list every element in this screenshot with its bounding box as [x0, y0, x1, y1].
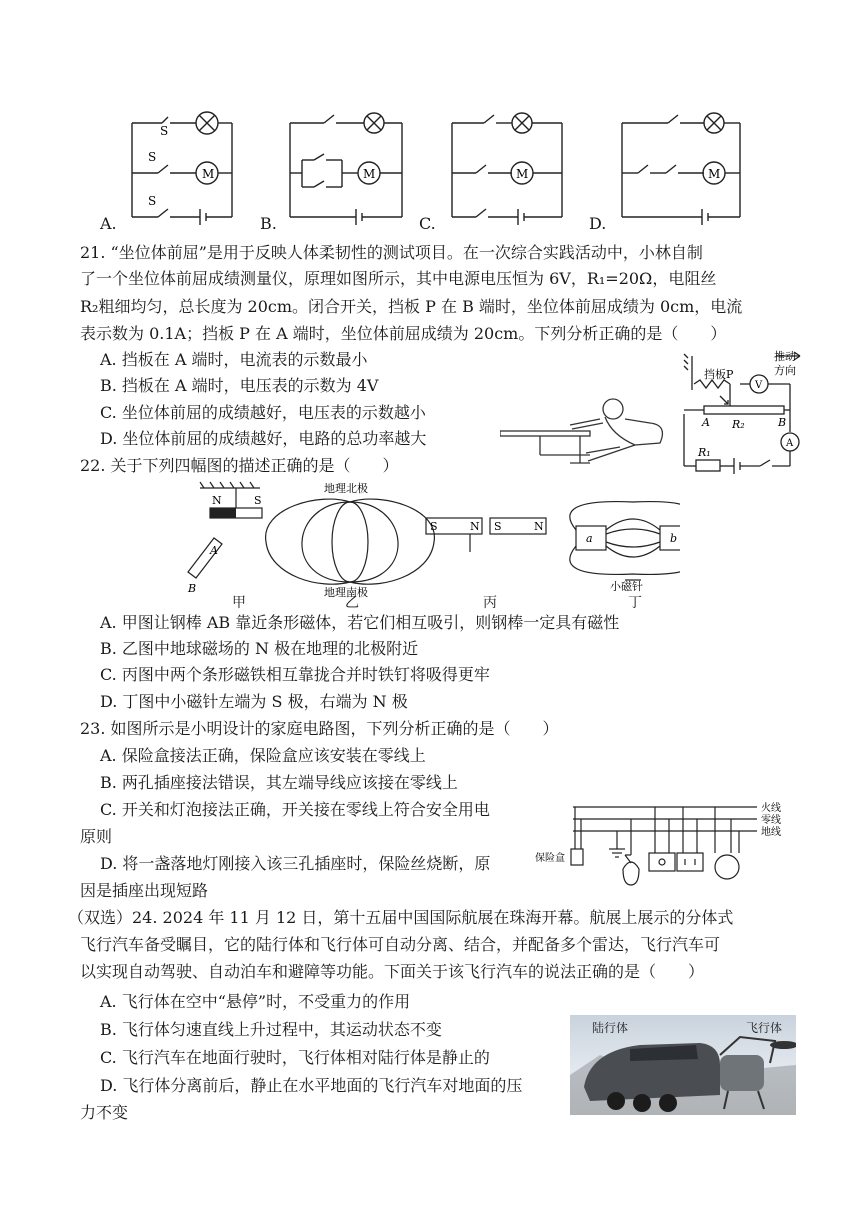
home-circuit-figure: [535, 793, 795, 893]
home-circuit-svg: [535, 793, 795, 893]
q22-option-b[interactable]: B. 乙图中地球磁场的 N 极在地理的北极附近: [100, 639, 419, 658]
circuit-figure-b: [262, 105, 412, 230]
circuit-option-b[interactable]: B.: [260, 214, 277, 233]
needle-label: 小磁针: [610, 580, 643, 593]
q21-option-b[interactable]: B. 挡板在 A 端时，电压表的示数为 4V: [100, 376, 379, 395]
pole-label: S: [254, 494, 262, 507]
caption-jia: 甲: [232, 595, 246, 611]
pole-label: S: [430, 520, 438, 533]
land-module-label: 陆行体: [592, 1021, 629, 1035]
flight-module-label: 飞行体: [746, 1021, 783, 1035]
push-label: 方向: [774, 364, 796, 377]
q22-option-d[interactable]: D. 丁图中小磁针左端为 S 极，右端为 N 极: [100, 692, 408, 711]
q23-stem: 23. 如图所示是小明设计的家庭电路图，下列分析正确的是（ ）: [80, 719, 559, 738]
q21-stem-line: 了一个坐位体前屈成绩测量仪，原理如图所示，其中电源电压恒为 6V，R₁=20Ω，电阻丝: [80, 269, 717, 288]
circuit-d-svg: [592, 105, 752, 230]
q21-stem-line: 21. “坐位体前屈”是用于反映人体柔韧性的测试项目。在一次综合实践活动中，小林自制: [80, 243, 703, 262]
circuit-option-a[interactable]: A.: [100, 214, 117, 233]
motor-label: M: [202, 167, 215, 181]
magnet-svg: [170, 478, 680, 608]
pole-a-label: a: [586, 532, 593, 545]
sit-reach-svg: [500, 395, 670, 475]
q24-option-c[interactable]: C. 飞行汽车在地面行驶时，飞行体相对陆行体是静止的: [100, 1048, 490, 1067]
q24-option-b[interactable]: B. 飞行体匀速直线上升过程中，其运动状态不变: [100, 1020, 442, 1039]
neutral-wire-label: 零线: [761, 815, 781, 826]
circuit-c-svg: [422, 105, 572, 230]
ammeter-label: A: [786, 438, 794, 449]
q22-option-c[interactable]: C. 丙图中两个条形磁铁相互靠拢合并时铁钉将吸得更牢: [100, 665, 490, 684]
caption-bing: 丙: [483, 595, 497, 611]
motor-label: M: [516, 167, 529, 181]
switch-label: S: [148, 150, 157, 164]
pole-label: N: [534, 520, 544, 533]
rod-end-b: B: [188, 582, 197, 595]
board-label: 挡板P: [704, 368, 734, 381]
q23-option-a[interactable]: A. 保险盒接法正确，保险盒应该安装在零线上: [100, 746, 426, 765]
q24-stem-line: 以实现自动驾驶、自动泊车和避障等功能。下面关于该飞行汽车的说法正确的是（ ）: [80, 962, 705, 981]
q23-option-d-cont: 因是插座出现短路: [80, 881, 209, 900]
r1-label: R₁: [698, 446, 711, 459]
caption-yi: 乙: [345, 595, 359, 611]
pole-b-label: b: [670, 532, 678, 545]
geo-south-label: 地理南极: [324, 586, 368, 599]
q21-stem-line: R₂粗细均匀，总长度为 20cm。闭合开关，挡板 P 在 B 端时，坐位体前屈成绩为 0cm，电流: [80, 297, 743, 316]
q21-circuit-figure: [680, 348, 810, 476]
q23-option-c[interactable]: C. 开关和灯泡接法正确，开关接在零线上符合安全用电: [100, 800, 490, 819]
q24-stem-line: 飞行汽车备受瞩目，它的陆行体和飞行体可自动分离、结合，并配备多个雷达，飞行汽车可: [80, 935, 721, 954]
geo-north-label: 地理北极: [324, 482, 368, 495]
q21-option-c[interactable]: C. 坐位体前屈的成绩越好，电压表的示数越小: [100, 403, 426, 422]
magnet-figures: [170, 478, 680, 608]
fuse-box-label: 保险盒: [535, 853, 565, 864]
q21-stem-line: 表示数为 0.1A；挡板 P 在 A 端时，坐位体前屈成绩为 20cm。下列分析正确的是（ ）: [80, 324, 727, 343]
circuit-figure-a: [100, 105, 240, 230]
end-b-label: B: [778, 416, 787, 429]
end-a-label: A: [702, 416, 710, 429]
live-wire-label: 火线: [761, 803, 781, 814]
q21-circuit-svg: [680, 348, 810, 476]
q23-option-d[interactable]: D. 将一盏落地灯刚接入该三孔插座时，保险丝烧断，原: [100, 854, 491, 873]
circuit-option-c[interactable]: C.: [419, 214, 436, 233]
switch-label: S: [160, 124, 169, 138]
circuit-b-svg: [262, 105, 412, 230]
pole-label: S: [494, 520, 502, 533]
q22-stem: 22. 关于下列四幅图的描述正确的是（ ）: [80, 456, 399, 475]
sit-reach-illustration: [500, 395, 670, 475]
caption-ding: 丁: [628, 595, 642, 611]
circuit-figure-d: [592, 105, 752, 230]
circuit-option-d[interactable]: D.: [589, 214, 607, 233]
q23-option-b[interactable]: B. 两孔插座接法错误，其左端导线应该接在零线上: [100, 773, 458, 792]
q24-option-a[interactable]: A. 飞行体在空中“悬停”时，不受重力的作用: [100, 992, 411, 1011]
switch-label: S: [148, 194, 157, 208]
r2-label: R₂: [732, 418, 745, 431]
motor-label: M: [363, 167, 376, 181]
rod-end-a: A: [210, 544, 218, 557]
q21-option-a[interactable]: A. 挡板在 A 端时，电流表的示数最小: [100, 350, 368, 369]
voltmeter-label: V: [755, 380, 763, 391]
q24-option-d-cont: 力不变: [80, 1103, 129, 1122]
motor-label: M: [708, 167, 721, 181]
pole-label: N: [470, 520, 480, 533]
q24-option-d[interactable]: D. 飞行体分离前后，静止在水平地面的飞行汽车对地面的压: [100, 1076, 523, 1095]
q23-option-c-cont: 原则: [80, 827, 113, 846]
circuit-figure-c: [422, 105, 572, 230]
flying-car-photo: [570, 1015, 796, 1115]
pole-label: N: [212, 494, 222, 507]
q24-stem-line: （双选）24. 2024 年 11 月 12 日，第十五届中国国际航展在珠海开幕。航展上展示的分体式: [68, 908, 734, 927]
q22-option-a[interactable]: A. 甲图让钢棒 AB 靠近条形磁体，若它们相互吸引，则钢棒一定具有磁性: [100, 613, 620, 632]
push-label: 推动: [774, 350, 796, 363]
ground-wire-label: 地线: [761, 827, 781, 838]
circuit-a-svg: [100, 105, 240, 230]
q21-option-d[interactable]: D. 坐位体前屈的成绩越好，电路的总功率越大: [100, 429, 427, 448]
